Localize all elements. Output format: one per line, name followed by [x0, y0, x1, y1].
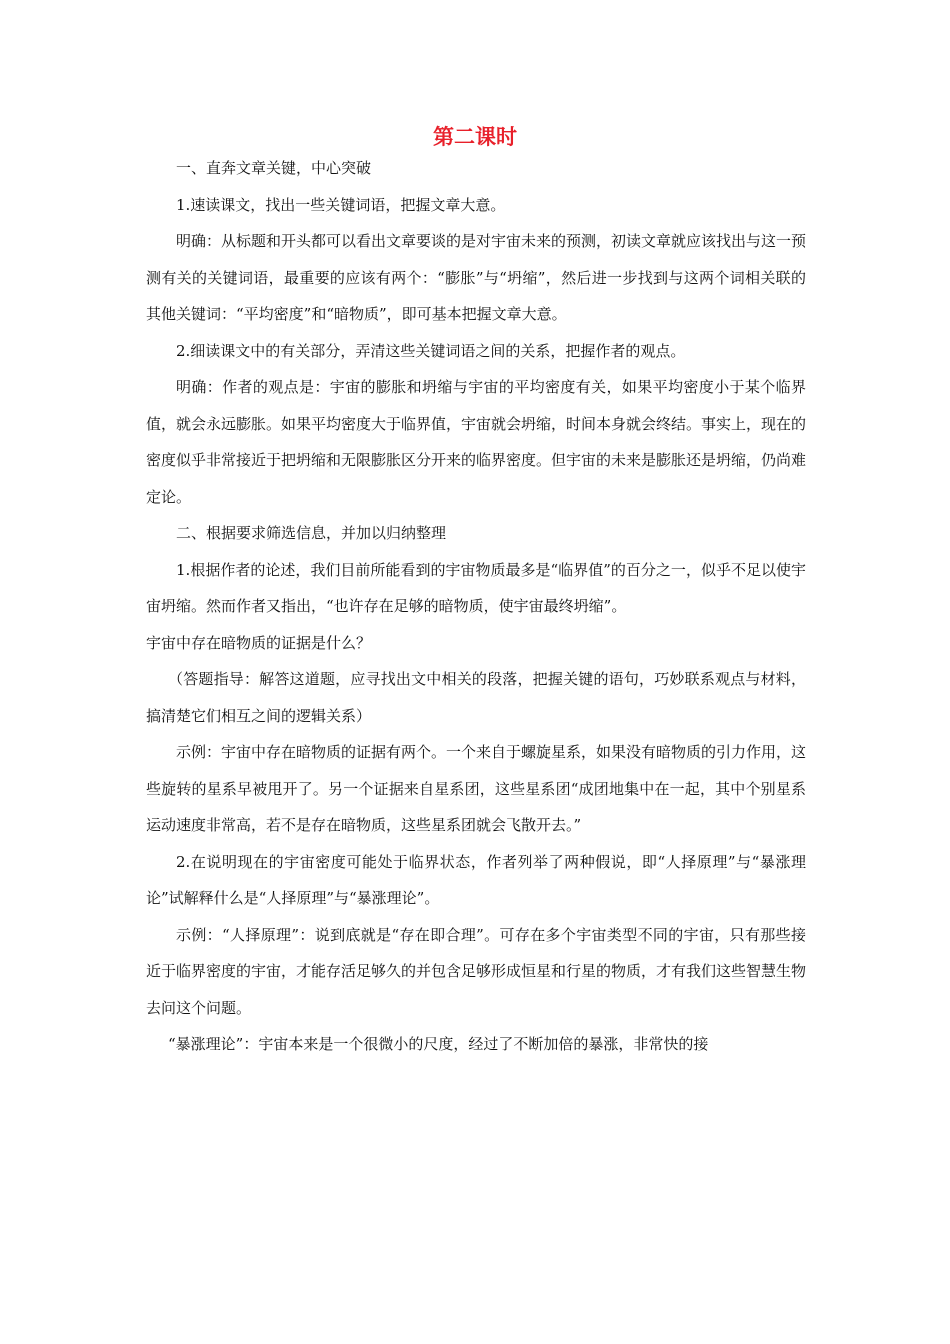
- question-4: 2.在说明现在的宇宙密度可能处于临界状态，作者列举了两种假说，即“人择原理”与“暴涨理论”试解释什么是“人择原理”与“暴涨理论”。: [146, 852, 806, 907]
- page-title: 第二课时: [433, 125, 517, 149]
- answer-1: 明确：从标题和开头都可以看出文章要谈的是对宇宙未来的预测，初读文章就应该找出与这一预测有关的关键词语，最重要的应该有两个：“膨胀”与“坍缩”，然后进一步找到与这两个词相关联的其他关键词：“平均密度”和“暗物质”，即可基本把握文章大意。: [146, 232, 807, 323]
- document-body: [146, 150, 806, 1063]
- question-1: 1.速读课文，找出一些关键词语，把握文章大意。: [176, 195, 506, 214]
- question-3: 1.根据作者的论述，我们目前所能看到的宇宙物质最多是“临界值”的百分之一，似乎不足以使宇宙坍缩。然而作者又指出，“也许存在足够的暗物质，使宇宙最终坍缩”。: [146, 560, 806, 615]
- answer-2: 明确：作者的观点是：宇宙的膨胀和坍缩与宇宙的平均密度有关，如果平均密度小于某个临界值，就会永远膨胀。如果平均密度大于临界值，宇宙就会坍缩，时间本身就会终结。事实上，现在的密度似乎非常接近于把坍缩和无限膨胀区分开来的临界密度。但宇宙的未来是膨胀还是坍缩，仍尚难定论。: [146, 378, 807, 506]
- question-2: 2.细读课文中的有关部分，弄清这些关键词语之间的关系，把握作者的观点。: [176, 341, 686, 360]
- question-3-prompt: 宇宙中存在暗物质的证据是什么？: [146, 633, 372, 652]
- example-answer-4-continued: “暴涨理论”：宇宙本来是一个很微小的尺度，经过了不断加倍的暴涨，非常快的接: [168, 1035, 709, 1053]
- answer-guidance: （答题指导：解答这道题，应寻找出文中相关的段落，把握关键的语句，巧妙联系观点与材料，搞清楚它们相互之间的逻辑关系）: [146, 670, 806, 725]
- section-heading-2: 二、根据要求筛选信息，并加以归纳整理: [176, 524, 447, 542]
- example-answer-4: 示例：“人择原理”：说到底就是“存在即合理”。可存在多个宇宙类型不同的宇宙，只有那些接近于临界密度的宇宙，才能存活足够久的并包含足够形成恒星和行星的物质，才有我们这些智慧生物去问这个问题。: [146, 925, 807, 1017]
- section-heading-1: 一、直奔文章关键，中心突破: [176, 159, 372, 177]
- example-answer-3: 示例：宇宙中存在暗物质的证据有两个。一个来自于螺旋星系，如果没有暗物质的引力作用，这些旋转的星系早被甩开了。另一个证据来自星系团，这些星系团“成团地集中在一起，其中个别星系运动速度非常高，若不是存在暗物质，这些星系团就会飞散开去。”: [146, 743, 807, 834]
